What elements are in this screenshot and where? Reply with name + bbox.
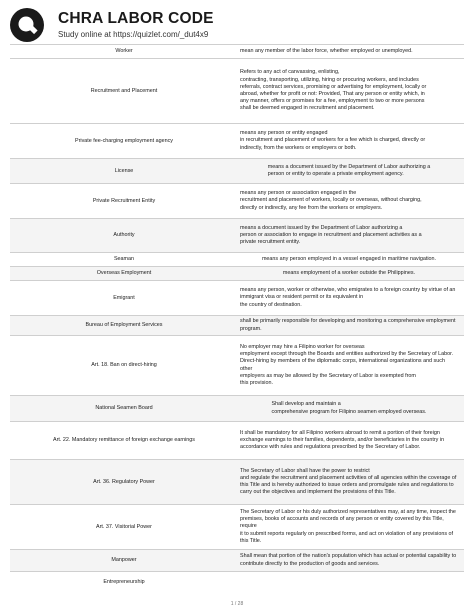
document-title: CHRA LABOR CODE — [58, 10, 214, 27]
flashcard-definition-text: No employer may hire a Filipino worker for overseas employment except through the Boards and entities authorized by the Secretary of Labor. Direct-hiring by members of the diplomatic corps, international organizations and such other employers as may be allowed by the Secretary of Labor is exempted from this provision. — [240, 343, 454, 386]
flashcard-term: Private fee-charging employment agency — [75, 137, 173, 144]
flashcard-term: Private Recruitment Entity — [92, 197, 156, 204]
flashcard-definition-text: It shall be mandatory for all Filipino workers abroad to remit a portion of their foreign exchange earnings to their families, dependents, and/or beneficiaries in the country in accordance with rules and regulations prescribed by the Secretary of Labor. — [240, 429, 445, 451]
flashcard-row — [10, 218, 464, 252]
flashcard-term: Manpower — [111, 557, 137, 563]
flashcard-definition — [238, 219, 464, 252]
flashcard-definition — [238, 59, 464, 123]
flashcard-row — [10, 395, 464, 421]
flashcard-definition-text: means a document issued by the Department of Labor authorizing a person or entity to operate a private employment agency. — [267, 163, 431, 177]
page-number: 1 / 28 — [230, 601, 244, 607]
flashcard-definition-text: means any person, worker or otherwise, who emigrates to a foreign country by virtue of an immigrant visa or resident permit or its equivalent in the country of destination. — [240, 287, 456, 308]
flashcard-row — [10, 504, 464, 549]
flashcard-definition — [238, 281, 464, 315]
quizlet-logo-icon — [10, 8, 44, 42]
flashcard-row — [10, 183, 464, 218]
flashcard-definition-text: mean any member of the labor force, whether employed or unemployed. — [240, 47, 413, 54]
flashcard-definition — [238, 505, 464, 549]
flashcard-row — [10, 421, 464, 459]
flashcard-definition — [238, 572, 464, 593]
flashcard-definition-text: means any person employed in a vessel engaged in maritime navigation. — [261, 255, 437, 262]
flashcard-row — [10, 58, 464, 123]
flashcard-term: Bureau of Employment Services — [85, 322, 163, 328]
flashcard-term: Art. 22. Mandatory remittance of foreign exchange earnings — [52, 437, 196, 443]
flashcard-definition — [238, 336, 464, 395]
flashcard-definition — [238, 422, 464, 459]
document-header — [10, 8, 464, 44]
flashcard-row — [10, 252, 464, 266]
flashcard-term: National Seamen Board — [95, 405, 153, 411]
flashcard-definition — [238, 550, 464, 571]
flashcard-definition — [238, 253, 464, 266]
flashcard-term: Entrepreneurship — [103, 579, 145, 585]
flashcard-definition-text: Shall develop and maintain a comprehensive program for Filipino seamen employed overseas. — [271, 401, 427, 415]
flashcard-term: Art. 18. Ban on direct-hiring — [91, 362, 157, 368]
flashcard-definition — [238, 124, 464, 158]
flashcard-term: Art. 36. Regulatory Power — [93, 478, 155, 485]
flashcard-row — [10, 549, 464, 571]
flashcard-definition-text: shall be primarily responsible for developing and monitoring a comprehensive employment program. — [240, 318, 456, 332]
flashcard-row — [10, 266, 464, 280]
flashcard-term: Emigrant — [113, 294, 135, 301]
flashcard-definition-text: means employment of a worker outside the Philippines. — [282, 269, 416, 276]
flashcard-term: Art. 37. Visitorial Power — [96, 523, 152, 530]
flashcard-definition-text: The Secretary of Labor or his duly authorized representatives may, at any time, inspect the premises, books of accounts and records of any person or entity covered by this Title, require it to submit reports regularly on prescribed forms, and act on violation of any provisions of this Title. — [240, 508, 456, 544]
flashcard-definition-text: Shall mean that portion of the nation's population which has actual or potential capability to contribute directly to the production of goods and services. — [240, 553, 457, 567]
flashcard-row — [10, 335, 464, 395]
flashcard-definition — [238, 316, 464, 335]
flashcard-row — [10, 571, 464, 593]
flashcard-row — [10, 158, 464, 183]
flashcard-definition-text: Refers to any act of canvassing, enlisting, contracting, transporting, utilizing, hiring or procuring workers, and includes referrals, contract services, promising or advertising for employment, locally or abroad, whether for profit or not: Provided, That any person or entity which, in any manner, offers or promises for a fee, employment to two or more persons shall be deemed engaged in recruitment and placement. — [240, 69, 427, 112]
flashcard-row — [10, 280, 464, 315]
study-link-text[interactable]: Study online at https://quizlet.com/_dut4x9 — [58, 30, 209, 39]
flashcard-definition — [238, 184, 464, 218]
flashcard-row — [10, 44, 464, 58]
flashcard-row — [10, 123, 464, 158]
flashcard-term: Worker — [115, 48, 133, 54]
flashcard-term: Overseas Employment — [96, 270, 152, 276]
flashcard-row — [10, 459, 464, 504]
flashcard-term: Recruitment and Placement — [90, 87, 158, 94]
flashcard-definition — [238, 460, 464, 504]
flashcard-definition — [238, 396, 464, 421]
flashcard-definition — [238, 267, 464, 280]
flashcard-definition-text: means a document issued by the Department of Labor authorizing a person or association to engage in recruitment and placement activities as a private recruitment entity. — [240, 224, 422, 246]
flashcard-row — [10, 315, 464, 335]
flashcard-term: Authority — [113, 232, 135, 238]
flashcard-definition-text: means any person or entity engaged in recruitment and placement of workers for a fee which is charged, directly or indirectly, from the workers or employers or both. — [240, 130, 426, 151]
flashcard-term: License — [114, 167, 134, 174]
flashcard-definition-text: The Secretary of Labor shall have the power to restrict and regulate the recruitment and placement activities of all agencies within the coverage of this Title and is hereby authorized to issue orders and promulgate rules and regulations to carry out the objectives and implement the provisions of this Title. — [240, 467, 457, 496]
flashcard-term: Seaman — [113, 256, 135, 262]
flashcard-definition — [238, 45, 464, 58]
flashcard-definition — [238, 159, 464, 183]
flashcard-definition-text: means any person or association engaged in the recruitment and placement of workers, locally or overseas, without charging, directly or indirectly, any fee from the workers or employers. — [240, 190, 422, 211]
